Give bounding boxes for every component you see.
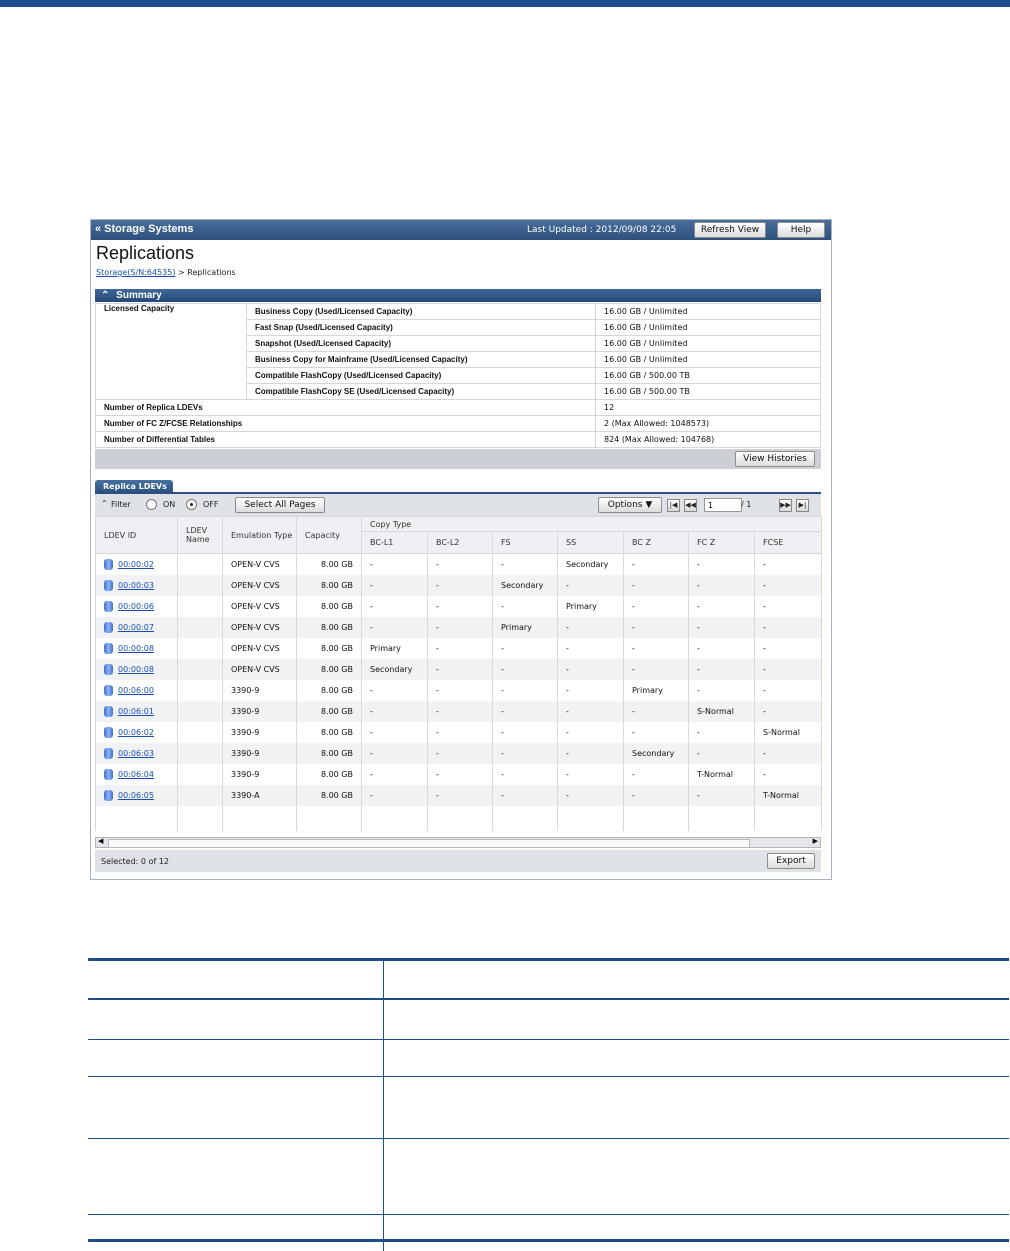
empty-cell xyxy=(624,806,689,822)
cell-bc-z: - xyxy=(624,596,689,617)
cell-ldev-id xyxy=(96,722,178,743)
summary-item-value: 16.00 GB / Unlimited xyxy=(596,320,821,336)
cell-bc-l2: - xyxy=(428,743,493,764)
cell-bc-z: - xyxy=(624,554,689,576)
filter-off-radio[interactable] xyxy=(186,499,197,510)
column-header-emulation-type[interactable]: Emulation Type xyxy=(223,517,297,554)
empty-cell xyxy=(755,806,822,822)
empty-cell xyxy=(428,822,493,831)
cell-bc-z: - xyxy=(624,764,689,785)
cell-fcse: - xyxy=(755,680,822,701)
cell-fs: - xyxy=(493,554,558,576)
cell-bc-z: - xyxy=(624,638,689,659)
cell-emulation-type: OPEN-V CVS xyxy=(223,617,297,638)
cell-ldev-name xyxy=(178,764,223,785)
cell-emulation-type: OPEN-V CVS xyxy=(223,659,297,680)
summary-item-value: 16.00 GB / Unlimited xyxy=(596,336,821,352)
cell-ldev-name xyxy=(178,617,223,638)
table-row[interactable] xyxy=(96,638,822,659)
cell-bc-l2: - xyxy=(428,638,493,659)
ldev-id-link[interactable]: 00:00:08 xyxy=(118,665,154,674)
refresh-view-button[interactable]: Refresh View xyxy=(694,222,766,238)
previous-page-icon[interactable]: ◀◀ xyxy=(684,499,697,512)
cell-bc-l2: - xyxy=(428,554,493,576)
summary-item-value: 16.00 GB / 500.00 TB xyxy=(596,368,821,384)
doc-table-cell xyxy=(384,1040,1010,1077)
empty-cell xyxy=(223,806,297,822)
cell-fs: - xyxy=(493,701,558,722)
cell-fcse: - xyxy=(755,596,822,617)
cell-ldev-id xyxy=(96,596,178,617)
ldev-id-link[interactable]: 00:00:07 xyxy=(118,623,154,632)
summary-item-name: Number of FC Z/FCSE Relationships xyxy=(96,416,596,432)
ldev-id-link[interactable]: 00:06:04 xyxy=(118,770,154,779)
cell-emulation-type: OPEN-V CVS xyxy=(223,554,297,576)
table-row[interactable] xyxy=(96,764,822,785)
summary-row xyxy=(96,416,821,432)
cell-bc-l1: - xyxy=(362,722,428,743)
cell-bc-z: - xyxy=(624,785,689,806)
summary-item-value: 2 (Max Allowed: 1048573) xyxy=(596,416,821,432)
cell-fcse: - xyxy=(755,617,822,638)
empty-cell xyxy=(297,806,362,822)
summary-row xyxy=(96,304,821,320)
cell-ss: - xyxy=(558,638,624,659)
summary-item-value: 12 xyxy=(596,400,821,416)
cell-fs: - xyxy=(493,680,558,701)
cell-ldev-name xyxy=(178,785,223,806)
cell-bc-l1: - xyxy=(362,680,428,701)
cell-fc-z: - xyxy=(689,659,755,680)
table-row[interactable] xyxy=(96,575,822,596)
last-updated-text: Last Updated : 2012/09/08 22:05 xyxy=(527,225,676,235)
cell-emulation-type: 3390-9 xyxy=(223,722,297,743)
empty-cell xyxy=(689,806,755,822)
cell-ldev-name xyxy=(178,701,223,722)
replica-ldevs-table xyxy=(95,516,822,831)
view-histories-button[interactable]: View Histories xyxy=(735,451,815,467)
cell-fcse: - xyxy=(755,638,822,659)
cell-fs: - xyxy=(493,596,558,617)
empty-row xyxy=(96,806,822,822)
cell-ldev-name xyxy=(178,680,223,701)
summary-item-name: Compatible FlashCopy SE (Used/Licensed Capacity) xyxy=(247,384,596,400)
cell-capacity: 8.00 GB xyxy=(297,764,362,785)
doc-table-header-cell xyxy=(88,960,384,999)
cell-capacity: 8.00 GB xyxy=(297,617,362,638)
doc-table-cell xyxy=(384,1077,1010,1139)
ldev-id-link[interactable]: 00:06:03 xyxy=(118,749,154,758)
ldev-id-link[interactable]: 00:06:05 xyxy=(118,791,154,800)
cell-bc-z: - xyxy=(624,575,689,596)
column-header-capacity[interactable]: Capacity xyxy=(297,517,362,554)
ldev-id-link[interactable]: 00:00:03 xyxy=(118,581,154,590)
cell-ldev-id xyxy=(96,659,178,680)
summary-item-name: Fast Snap (Used/Licensed Capacity) xyxy=(247,320,596,336)
filter-off-label: OFF xyxy=(203,500,219,509)
cell-emulation-type: OPEN-V CVS xyxy=(223,638,297,659)
cell-fc-z: - xyxy=(689,785,755,806)
cell-emulation-type: 3390-A xyxy=(223,785,297,806)
title-bar xyxy=(91,220,831,240)
cell-bc-l2: - xyxy=(428,722,493,743)
cell-bc-l1: Secondary xyxy=(362,659,428,680)
cell-bc-z: - xyxy=(624,617,689,638)
cell-fc-z: - xyxy=(689,638,755,659)
empty-cell xyxy=(493,822,558,831)
empty-cell xyxy=(493,806,558,822)
empty-cell xyxy=(755,822,822,831)
cell-fs: - xyxy=(493,764,558,785)
empty-row xyxy=(96,822,822,831)
empty-cell xyxy=(689,822,755,831)
cell-emulation-type: 3390-9 xyxy=(223,680,297,701)
cell-ldev-id xyxy=(96,554,178,576)
summary-item-value: 16.00 GB / Unlimited xyxy=(596,304,821,320)
cell-ldev-name xyxy=(178,638,223,659)
help-button[interactable]: Help xyxy=(777,222,825,238)
cell-capacity: 8.00 GB xyxy=(297,680,362,701)
cell-ss: - xyxy=(558,659,624,680)
doc-table-cell xyxy=(384,999,1010,1040)
cell-bc-l2: - xyxy=(428,785,493,806)
doc-table-cell xyxy=(88,1040,384,1077)
cell-bc-l1: - xyxy=(362,575,428,596)
table-row[interactable] xyxy=(96,617,822,638)
scroll-right-icon[interactable]: ▶ xyxy=(813,837,818,845)
cell-emulation-type: 3390-9 xyxy=(223,764,297,785)
cell-capacity: 8.00 GB xyxy=(297,659,362,680)
cell-bc-l2: - xyxy=(428,764,493,785)
cell-ldev-id xyxy=(96,764,178,785)
cell-fcse: - xyxy=(755,743,822,764)
options-button[interactable] xyxy=(598,497,662,513)
cell-capacity: 8.00 GB xyxy=(297,743,362,764)
cell-fs: Primary xyxy=(493,617,558,638)
cell-bc-l1: - xyxy=(362,701,428,722)
cell-ss: Primary xyxy=(558,596,624,617)
summary-item-name: Business Copy for Mainframe (Used/Licensed Capacity) xyxy=(247,352,596,368)
ldev-icon xyxy=(104,580,113,591)
empty-cell xyxy=(223,822,297,831)
ldev-id-link[interactable]: 00:00:02 xyxy=(118,560,154,569)
cell-bc-l2: - xyxy=(428,701,493,722)
column-header-bc-l1[interactable]: BC-L1 xyxy=(362,532,428,554)
cell-ldev-name xyxy=(178,659,223,680)
table-footer xyxy=(95,850,821,872)
breadcrumb-storage-link[interactable]: Storage(S/N:64535) xyxy=(96,268,175,277)
storage-systems-back-link[interactable]: « Storage Systems xyxy=(95,223,193,235)
cell-capacity: 8.00 GB xyxy=(297,785,362,806)
cell-ss: - xyxy=(558,722,624,743)
cell-ss: - xyxy=(558,764,624,785)
cell-fcse: - xyxy=(755,575,822,596)
doc-table-header-cell xyxy=(384,960,1010,999)
ldev-icon xyxy=(104,790,113,801)
summary-title: Summary xyxy=(116,290,162,301)
storage-window xyxy=(90,219,832,880)
cell-bc-l2: - xyxy=(428,617,493,638)
cell-bc-l2: - xyxy=(428,596,493,617)
cell-ldev-name xyxy=(178,722,223,743)
empty-cell xyxy=(558,806,624,822)
cell-bc-z: Secondary xyxy=(624,743,689,764)
summary-item-name: Number of Replica LDEVs xyxy=(96,400,596,416)
table-toolbar xyxy=(95,494,821,516)
column-header-ss[interactable]: SS xyxy=(558,532,624,554)
ldev-icon xyxy=(104,643,113,654)
cell-ldev-id xyxy=(96,617,178,638)
cell-ss: - xyxy=(558,743,624,764)
ldev-icon xyxy=(104,601,113,612)
cell-ldev-name xyxy=(178,743,223,764)
cell-emulation-type: 3390-9 xyxy=(223,743,297,764)
summary-header[interactable] xyxy=(95,289,821,302)
horizontal-scrollbar[interactable] xyxy=(95,837,821,848)
cell-ldev-id xyxy=(96,680,178,701)
empty-cell xyxy=(362,822,428,831)
doc-table-cell xyxy=(88,1215,384,1251)
cell-fcse: - xyxy=(755,701,822,722)
summary-item-value: 16.00 GB / Unlimited xyxy=(596,352,821,368)
filter-on-label: ON xyxy=(163,500,175,509)
cell-bc-l1: - xyxy=(362,554,428,576)
summary-row xyxy=(96,432,821,448)
summary-table xyxy=(95,303,821,448)
empty-cell xyxy=(362,806,428,822)
summary-footer xyxy=(95,449,821,469)
summary-item-name: Business Copy (Used/Licensed Capacity) xyxy=(247,304,596,320)
last-page-icon[interactable]: ▶| xyxy=(796,499,809,512)
cell-fcse: T-Normal xyxy=(755,785,822,806)
next-page-icon[interactable]: ▶▶ xyxy=(779,499,792,512)
cell-ldev-id xyxy=(96,638,178,659)
column-header-fs[interactable]: FS xyxy=(493,532,558,554)
table-row[interactable] xyxy=(96,680,822,701)
ldev-id-link[interactable]: 00:06:01 xyxy=(118,707,154,716)
cell-ss: - xyxy=(558,680,624,701)
cell-bc-z: Primary xyxy=(624,680,689,701)
cell-ldev-id xyxy=(96,575,178,596)
cell-fc-z: - xyxy=(689,596,755,617)
cell-fs: Secondary xyxy=(493,575,558,596)
cell-emulation-type: 3390-9 xyxy=(223,701,297,722)
cell-bc-l2: - xyxy=(428,575,493,596)
doc-table-cell xyxy=(384,1139,1010,1215)
cell-ldev-id xyxy=(96,743,178,764)
filter-on-radio[interactable] xyxy=(146,499,157,510)
doc-table-cell xyxy=(88,1077,384,1139)
cell-fc-z: - xyxy=(689,554,755,576)
table-row[interactable] xyxy=(96,785,822,806)
collapse-icon[interactable]: ⌃ xyxy=(101,290,109,301)
ldev-icon xyxy=(104,559,113,570)
summary-row xyxy=(96,400,821,416)
cell-fs: - xyxy=(493,659,558,680)
cell-bc-l2: - xyxy=(428,680,493,701)
cell-fc-z: T-Normal xyxy=(689,764,755,785)
ldev-icon xyxy=(104,664,113,675)
cell-fc-z: - xyxy=(689,722,755,743)
table-row[interactable] xyxy=(96,596,822,617)
cell-fcse: - xyxy=(755,554,822,576)
cell-bc-l1: - xyxy=(362,743,428,764)
ldev-icon xyxy=(104,685,113,696)
column-header-fcse[interactable]: FCSE xyxy=(755,532,822,554)
table-row[interactable] xyxy=(96,659,822,680)
cell-bc-l1: Primary xyxy=(362,638,428,659)
page-total: / 1 xyxy=(741,500,751,509)
table-row[interactable] xyxy=(96,554,822,576)
table-row[interactable] xyxy=(96,701,822,722)
ldev-icon xyxy=(104,769,113,780)
ldev-icon xyxy=(104,727,113,738)
column-header-bc-l2[interactable]: BC-L2 xyxy=(428,532,493,554)
summary-item-name: Snapshot (Used/Licensed Capacity) xyxy=(247,336,596,352)
scrollbar-thumb[interactable] xyxy=(108,839,750,848)
empty-cell xyxy=(558,822,624,831)
empty-cell xyxy=(178,806,223,822)
cell-bc-z: - xyxy=(624,701,689,722)
summary-item-value: 16.00 GB / 500.00 TB xyxy=(596,384,821,400)
breadcrumb-current: > Replications xyxy=(175,268,235,277)
empty-cell xyxy=(297,822,362,831)
column-header-bc-z[interactable]: BC Z xyxy=(624,532,689,554)
cell-capacity: 8.00 GB xyxy=(297,596,362,617)
cell-bc-l2: - xyxy=(428,659,493,680)
empty-cell xyxy=(178,822,223,831)
filter-toggle-icon[interactable]: ⌃ xyxy=(101,499,108,508)
ldev-icon xyxy=(104,622,113,633)
cell-ss: Secondary xyxy=(558,554,624,576)
empty-cell xyxy=(428,806,493,822)
table-row[interactable] xyxy=(96,743,822,764)
doc-table-cell xyxy=(88,999,384,1040)
selected-count: Selected: 0 of 12 xyxy=(101,857,169,866)
cell-bc-z: - xyxy=(624,659,689,680)
options-label: Options xyxy=(608,500,643,510)
table-bottom-rule xyxy=(88,1239,1009,1242)
summary-item-value: 824 (Max Allowed: 104768) xyxy=(596,432,821,448)
cell-ss: - xyxy=(558,575,624,596)
column-header-fc-z[interactable]: FC Z xyxy=(689,532,755,554)
cell-fc-z: - xyxy=(689,575,755,596)
cell-fcse: - xyxy=(755,659,822,680)
table-row[interactable] xyxy=(96,722,822,743)
page-title: Replications xyxy=(96,243,194,264)
cell-capacity: 8.00 GB xyxy=(297,575,362,596)
cell-ss: - xyxy=(558,701,624,722)
scroll-left-icon[interactable]: ◀ xyxy=(98,837,103,845)
cell-fc-z: S-Normal xyxy=(689,701,755,722)
ldev-id-link[interactable]: 00:00:06 xyxy=(118,602,154,611)
top-rule xyxy=(0,0,1010,7)
cell-ldev-id xyxy=(96,701,178,722)
export-button[interactable]: Export xyxy=(767,853,815,869)
column-header-ldev-id[interactable]: LDEV ID xyxy=(96,517,178,554)
ldev-id-link[interactable]: 00:06:00 xyxy=(118,686,154,695)
ldev-icon xyxy=(104,706,113,717)
ldev-id-link[interactable]: 00:00:08 xyxy=(118,644,154,653)
cell-capacity: 8.00 GB xyxy=(297,638,362,659)
cell-capacity: 8.00 GB xyxy=(297,554,362,576)
page-number-input[interactable] xyxy=(704,498,742,512)
cell-fs: - xyxy=(493,638,558,659)
cell-capacity: 8.00 GB xyxy=(297,701,362,722)
cell-bc-l1: - xyxy=(362,785,428,806)
column-group-copy-type: Copy Type xyxy=(362,517,822,532)
cell-emulation-type: OPEN-V CVS xyxy=(223,596,297,617)
cell-ldev-id xyxy=(96,785,178,806)
cell-bc-l1: - xyxy=(362,764,428,785)
cell-fs: - xyxy=(493,722,558,743)
breadcrumb xyxy=(96,268,236,277)
cell-ldev-name xyxy=(178,554,223,576)
ldev-id-link[interactable]: 00:06:02 xyxy=(118,728,154,737)
cell-fs: - xyxy=(493,743,558,764)
cell-emulation-type: OPEN-V CVS xyxy=(223,575,297,596)
licensed-capacity-label: Licensed Capacity xyxy=(96,304,247,400)
cell-fc-z: - xyxy=(689,680,755,701)
cell-bc-l1: - xyxy=(362,617,428,638)
chevron-down-icon: ▼ xyxy=(645,500,652,510)
summary-item-name: Compatible FlashCopy (Used/Licensed Capacity) xyxy=(247,368,596,384)
cell-fs: - xyxy=(493,785,558,806)
cell-ldev-name xyxy=(178,596,223,617)
doc-table-cell xyxy=(88,1139,384,1215)
empty-cell xyxy=(96,806,178,822)
summary-item-name: Number of Differential Tables xyxy=(96,432,596,448)
select-all-pages-button[interactable]: Select All Pages xyxy=(235,497,325,513)
cell-fc-z: - xyxy=(689,617,755,638)
cell-ss: - xyxy=(558,785,624,806)
doc-table-cell xyxy=(384,1215,1010,1251)
empty-cell xyxy=(96,822,178,831)
cell-ss: - xyxy=(558,617,624,638)
column-header-ldev-name[interactable]: LDEV Name xyxy=(178,517,223,554)
cell-fc-z: - xyxy=(689,743,755,764)
cell-bc-z: - xyxy=(624,722,689,743)
ldev-icon xyxy=(104,748,113,759)
first-page-icon[interactable]: |◀ xyxy=(667,499,680,512)
tab-replica-ldevs[interactable]: Replica LDEVs xyxy=(95,480,173,493)
cell-fcse: - xyxy=(755,764,822,785)
document-table xyxy=(88,960,1009,1251)
cell-capacity: 8.00 GB xyxy=(297,722,362,743)
filter-label: Filter xyxy=(111,500,131,509)
empty-cell xyxy=(624,822,689,831)
cell-fcse: S-Normal xyxy=(755,722,822,743)
cell-ldev-name xyxy=(178,575,223,596)
cell-bc-l1: - xyxy=(362,596,428,617)
